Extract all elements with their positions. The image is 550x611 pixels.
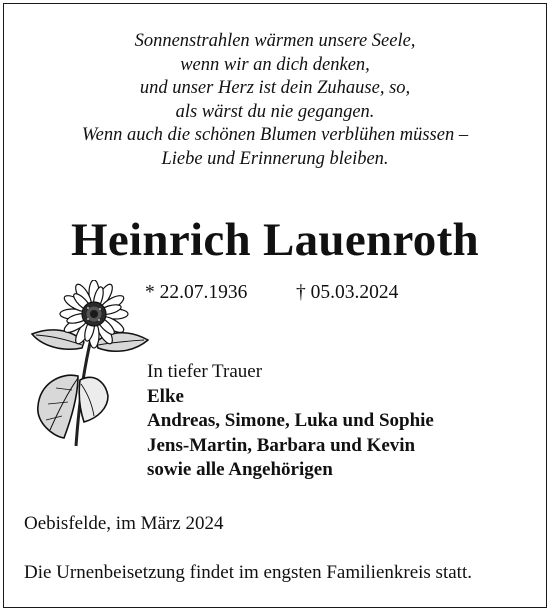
sunflower-icon [26, 280, 152, 448]
birth-date: * 22.07.1936 [145, 282, 248, 303]
poem-line: Sonnenstrahlen wärmen unsere Seele, [134, 31, 416, 51]
mourners-block [147, 360, 434, 483]
mourner-line: Andreas, Simone, Luka und Sophie [147, 410, 434, 431]
deceased-name: Heinrich Lauenroth [71, 214, 479, 266]
poem-line: wenn wir an dich denken, [180, 54, 370, 75]
place-and-date: Oebisfelde, im März 2024 [24, 513, 224, 534]
life-dates [145, 281, 399, 305]
mourner-line: Elke [147, 385, 184, 407]
poem-line: und unser Herz ist dein Zuhause, so, [139, 78, 411, 99]
burial-note: Die Urnenbeisetzung findet im engsten Familienkreis statt. [24, 562, 472, 583]
mourning-intro: In tiefer Trauer [147, 361, 263, 382]
obituary-notice [3, 3, 547, 608]
mourner-line: Jens-Martin, Barbara und Kevin [147, 434, 416, 456]
poem-line: als wärst du nie gegangen. [175, 101, 375, 122]
memorial-poem [4, 30, 546, 172]
death-date: † 05.03.2024 [296, 282, 399, 303]
poem-line: Liebe und Erinnerung bleiben. [161, 148, 389, 169]
mourner-line: sowie alle Angehörigen [147, 459, 333, 480]
poem-line: Wenn auch die schönen Blumen verblühen müssen – [81, 125, 469, 146]
